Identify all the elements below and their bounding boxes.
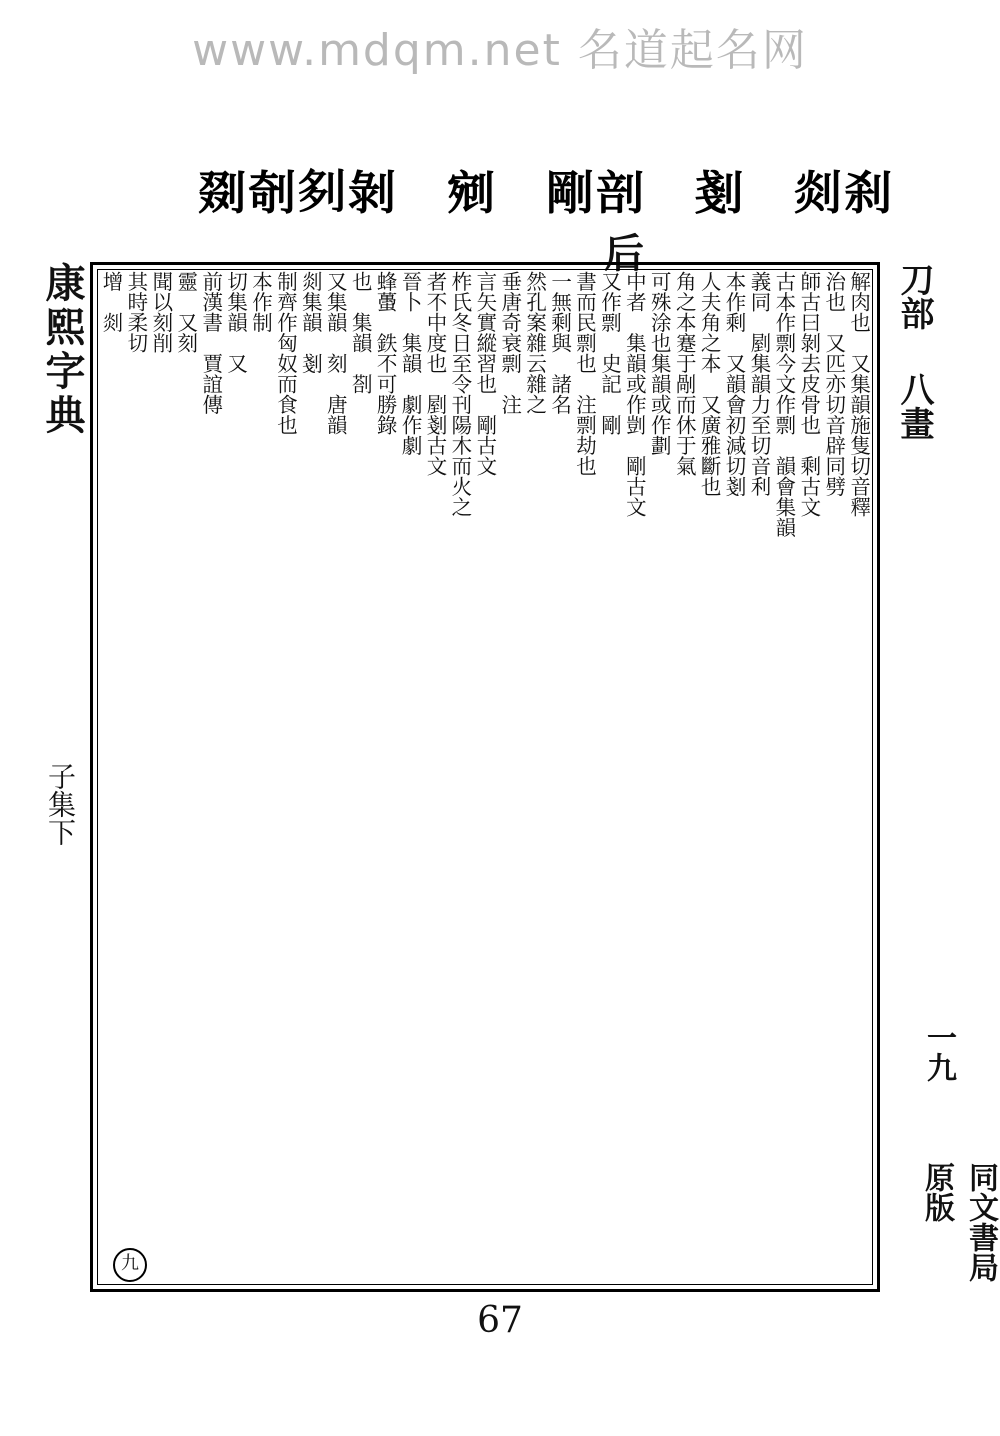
text-column: 者不中度也 剭剗古文 bbox=[422, 271, 447, 476]
text-columns bbox=[99, 271, 871, 1283]
section-label bbox=[40, 762, 80, 846]
book-title: 康熙字典 bbox=[39, 262, 86, 438]
text-column: 前漢書 賈誼傳 bbox=[198, 271, 223, 415]
text-column: 制齊作匈奴而食也 bbox=[273, 271, 298, 435]
text-column: 義同 剭集韻力至切音利 bbox=[746, 271, 771, 497]
text-column: 又作剽 史記 剛 bbox=[597, 271, 622, 435]
seal-glyph: 剟 bbox=[197, 166, 247, 220]
seal-sub-glyph: 后 bbox=[604, 230, 644, 277]
publisher-label: 同文書局原版 bbox=[919, 1162, 998, 1282]
text-column: 其時柔切 bbox=[123, 271, 148, 353]
text-column: 聞以刻削 bbox=[148, 271, 173, 353]
seal-glyph: 剝 bbox=[347, 166, 397, 220]
text-column: 治也 又匹亦切音辟同劈 bbox=[821, 271, 846, 497]
seal-glyph: 剡 bbox=[793, 166, 843, 220]
seal-glyph: 剛 bbox=[545, 166, 595, 220]
seal-glyph: 剗 bbox=[694, 166, 744, 220]
text-column: 解肉也 又集韻施隻切音釋 bbox=[846, 271, 871, 517]
left-margin bbox=[32, 262, 86, 1292]
seal-glyph: 剖 bbox=[595, 166, 645, 220]
seal-group-middle bbox=[446, 162, 496, 220]
right-margin bbox=[884, 262, 998, 1292]
text-column: 靈 又刻 bbox=[173, 271, 198, 353]
text-column: 本作剩 又韻會初減切剗 bbox=[722, 271, 747, 497]
text-column: 然孔案雜云雜之 bbox=[522, 271, 547, 415]
text-column: 本作制 bbox=[248, 271, 273, 333]
text-column: 晉卜 集韻 劇作劇 bbox=[398, 271, 423, 456]
seal-script-row bbox=[197, 150, 893, 230]
text-column: 書而民剽也 注剽劫也 bbox=[572, 271, 597, 476]
seal-glyph: 𠛫 bbox=[297, 164, 347, 219]
circle-mark: 九 bbox=[113, 1248, 147, 1282]
text-frame bbox=[90, 262, 880, 1292]
seal-group-center bbox=[545, 162, 645, 220]
text-column: 一無剩與 諸名 bbox=[547, 271, 572, 415]
text-column: 也 集韻 剳 bbox=[348, 271, 373, 394]
text-column: 中者 集韻或作剴 剛古文 bbox=[622, 271, 647, 517]
seal-glyph: 剜 bbox=[446, 166, 496, 220]
stroke-count-label: 八畫 bbox=[894, 372, 934, 440]
text-column: 又集韻 刻 唐韻 bbox=[323, 271, 348, 435]
seal-glyph: 剞 bbox=[247, 166, 297, 220]
text-column: 垂唐奇衰剽 注 bbox=[497, 271, 522, 415]
text-column: 柞氏冬日至令刊陽木而火之 bbox=[447, 271, 472, 517]
text-column: 言矢實縱習也 剛古文 bbox=[472, 271, 497, 476]
text-column: 增 剡 bbox=[99, 271, 123, 333]
section-name: 子集下 bbox=[44, 762, 77, 846]
watermark: www.mdqm.net 名道起名网 bbox=[192, 25, 808, 76]
text-column: 師古曰剝去皮骨也 剩古文 bbox=[796, 271, 821, 517]
page-index: 一九 bbox=[921, 1022, 956, 1082]
seal-group-right1 bbox=[694, 162, 744, 220]
page-number: 67 bbox=[477, 1300, 523, 1341]
seal-group-left bbox=[197, 162, 397, 220]
text-column: 人夫角之本 又廣雅斷也 bbox=[697, 271, 722, 497]
seal-glyph: 刹 bbox=[843, 166, 893, 220]
text-column: 蜂蠆 鉄不可勝錄 bbox=[373, 271, 398, 435]
text-column: 可殊涂也集韻或作劃 bbox=[647, 271, 672, 456]
text-column: 切集韻 又 bbox=[223, 271, 248, 374]
radical-label: 刀部 bbox=[894, 262, 934, 330]
text-column: 古本作剽今文作剽 韻會集韻 bbox=[771, 271, 796, 538]
text-column: 角之本蹇于剮而休于氣 bbox=[672, 271, 697, 476]
seal-group-right2 bbox=[793, 162, 893, 220]
text-column: 剡集韻 剗 bbox=[298, 271, 323, 374]
